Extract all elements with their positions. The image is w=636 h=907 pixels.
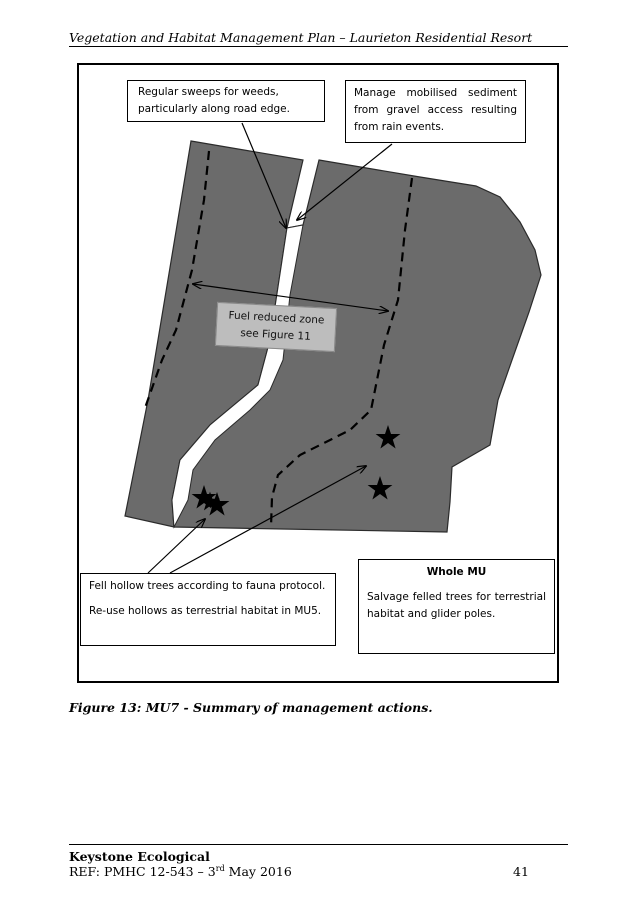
whole-mu-callout (358, 559, 555, 654)
footer-company: Keystone Ecological (69, 849, 210, 864)
weeds-callout-line-1: Regular sweeps for weeds, (138, 86, 279, 98)
fell-callout-line-2: Re-use hollows as terrestrial habitat in MU5. (89, 605, 322, 617)
figure-caption: Figure 13: MU7 - Summary of management actions. (69, 700, 433, 715)
footer-divider (69, 844, 568, 845)
footer-ref-ordinal: rd (215, 863, 225, 873)
fuel-zone-line-2: see Figure 11 (240, 327, 312, 343)
fell-trees-callout (80, 573, 336, 646)
whole-mu-body: Salvage felled trees for terrestrial habitat and glider poles. (367, 591, 546, 620)
whole-mu-heading: Whole MU (426, 566, 487, 578)
page-number: 41 (513, 864, 529, 879)
fuel-zone-line-1: Fuel reduced zone (228, 309, 325, 327)
fuel-reduced-zone-label (215, 302, 337, 352)
document-header-title: Vegetation and Habitat Management Plan – Laurieton Residential Resort (69, 30, 533, 45)
fell-callout-line-1: Fell hollow trees according to fauna protocol. (89, 580, 326, 592)
weeds-callout-line-2: particularly along road edge. (138, 103, 290, 115)
footer-ref-suffix: May 2016 (224, 864, 292, 879)
footer-ref-prefix: REF: PMHC 12-543 – 3 (69, 864, 216, 879)
footer-reference (69, 864, 292, 879)
sediment-callout-line-1: Manage mobilised sediment (354, 87, 517, 99)
weeds-callout (127, 80, 325, 122)
sediment-callout-line-2: from gravel access resulting (354, 104, 517, 116)
sediment-callout-line-3: from rain events. (354, 121, 445, 133)
sediment-callout (345, 80, 526, 143)
